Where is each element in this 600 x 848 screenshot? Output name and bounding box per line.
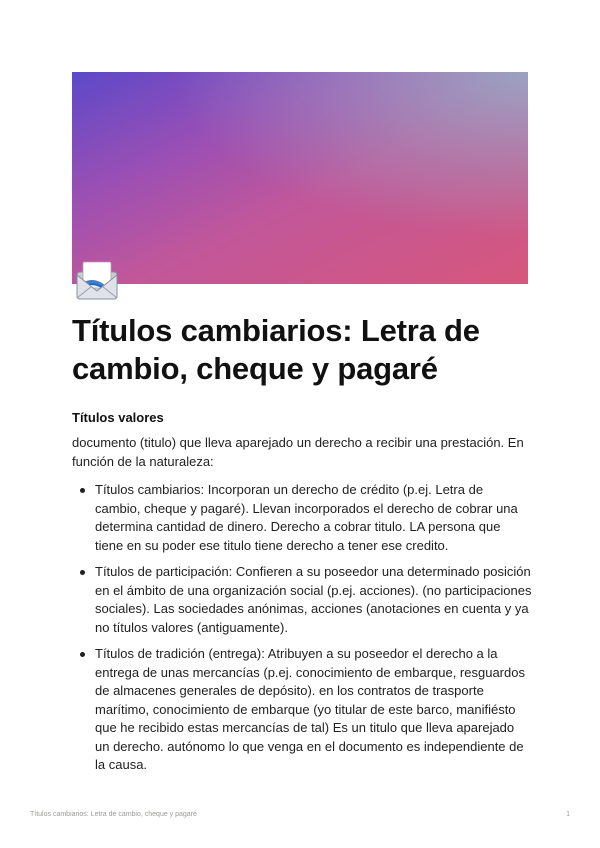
page-footer — [30, 811, 570, 818]
bullet-dot-icon — [80, 570, 85, 575]
cover-image — [72, 72, 528, 284]
list-item — [72, 563, 532, 637]
cover-gradient-overlay — [72, 72, 528, 284]
list-item-text: Títulos de tradición (entrega): Atribuyen a su poseedor el derecho a la entrega de unas mercancías (p.ej. conocimiento de embarque, resguardos de almacenes generales de depósito). en los contratos de trasporte marítimo, conocimiento de embarque (yo titular de este barco, manifiésto que he recibido estas mercancías de tal) Es un titulo que lleva aparejado un derecho. autónomo lo que venga en el documento es independiente de la causa. — [95, 646, 525, 772]
intro-paragraph: documento (titulo) que lleva aparejado un derecho a recibir una prestación. En función de la naturaleza: — [72, 435, 524, 469]
section-heading: Títulos valores — [72, 410, 164, 425]
list-item-text: Títulos de participación: Confieren a su poseedor una determinado posición en el ámbito de una organización social (p.ej. acciones). (no participaciones sociales). Las sociedades anónimas, acciones (anotaciones en cuenta y ya no títulos valores (antiguamente). — [95, 564, 532, 635]
page-title: Títulos cambiarios: Letra de cambio, cheque y pagaré — [72, 313, 480, 386]
list-item — [72, 481, 532, 555]
bullet-dot-icon — [80, 488, 85, 493]
footer-title: Títulos cambiarios: Letra de cambio, cheque y pagaré — [30, 811, 197, 818]
page-content — [72, 408, 532, 783]
bullet-list — [72, 481, 532, 775]
envelope-incoming-icon — [74, 258, 120, 302]
list-item — [72, 645, 532, 775]
footer-page-number: 1 — [566, 811, 570, 818]
list-item-text: Títulos cambiarios: Incorporan un derecho de crédito (p.ej. Letra de cambio, cheque y pagaré). Llevan incorporados el derecho de cobrar una determina cantidad de dinero. Derecho a cobrar titulo. LA persona que tiene en su poder ese titulo tiene derecho a tener ese credito. — [95, 482, 518, 553]
bullet-dot-icon — [80, 652, 85, 657]
